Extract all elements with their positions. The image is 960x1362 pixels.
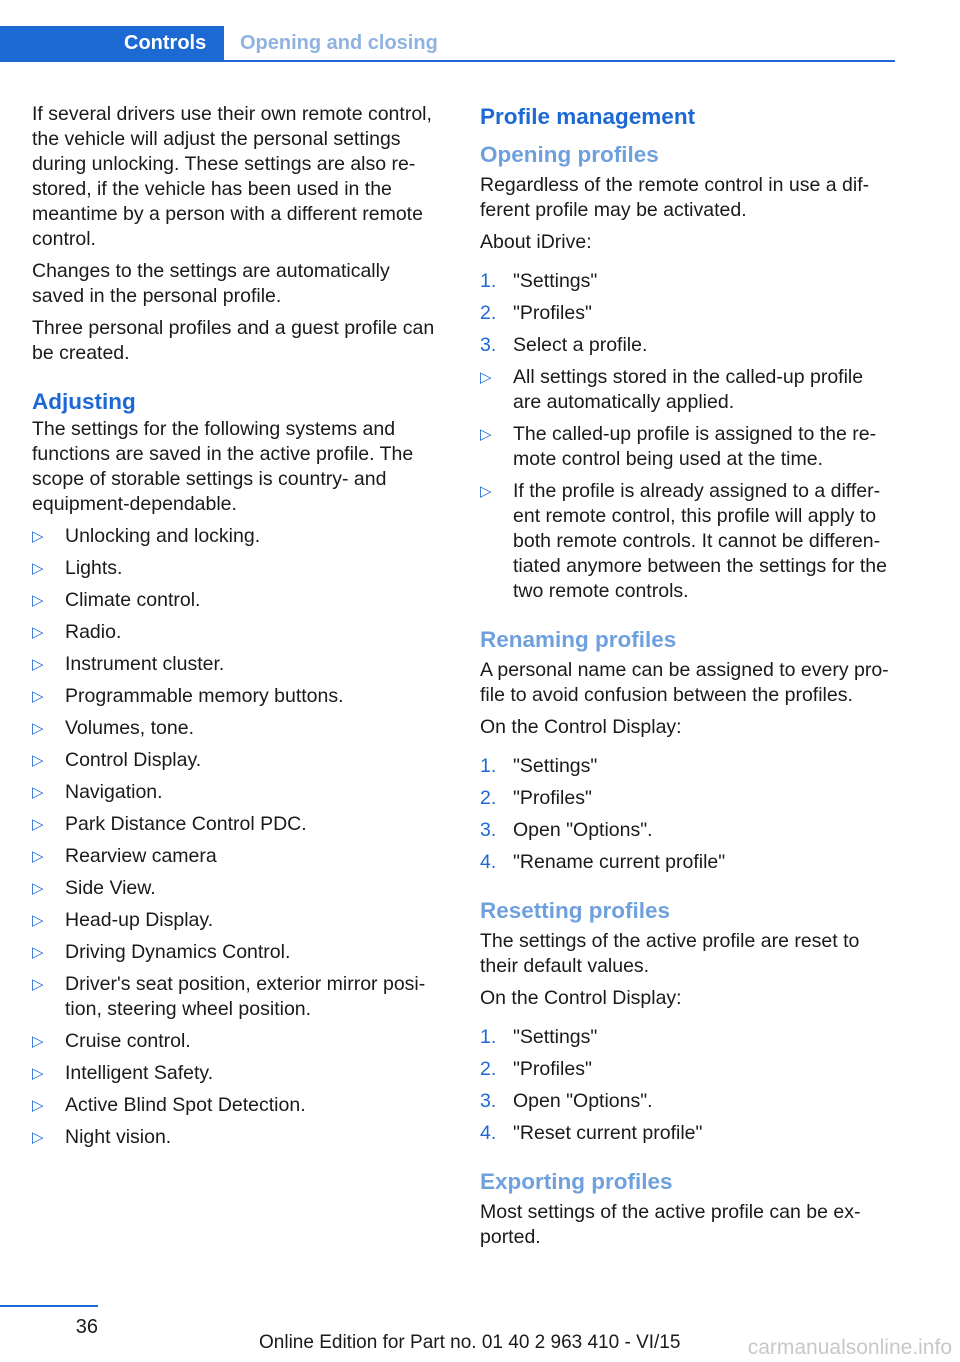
list-item: ▷ Unlocking and locking. bbox=[32, 525, 261, 547]
triangle-bullet-icon: ▷ bbox=[32, 528, 44, 545]
triangle-bullet-icon: ▷ bbox=[32, 752, 44, 769]
header-rule bbox=[0, 60, 895, 62]
list-item: ▷ Climate control. bbox=[32, 589, 201, 611]
triangle-bullet-icon: ▷ bbox=[32, 784, 44, 801]
resetting-steps bbox=[480, 1025, 896, 1146]
list-item: ▷ Driver's seat position, exterior mirror posi-tion, steering wheel position. bbox=[32, 973, 426, 1020]
list-item: 4. "Reset current profile" bbox=[480, 1122, 703, 1144]
page-header bbox=[0, 26, 895, 62]
profile-management-heading: Profile management bbox=[480, 104, 696, 129]
triangle-bullet-icon: ▷ bbox=[480, 426, 492, 443]
triangle-bullet-icon: ▷ bbox=[32, 1129, 44, 1146]
triangle-bullet-icon: ▷ bbox=[32, 944, 44, 961]
list-item: ▷ Rearview camera bbox=[32, 845, 217, 867]
list-item: ▷ Instrument cluster. bbox=[32, 653, 225, 675]
list-item: ▷ Driving Dynamics Control. bbox=[32, 941, 291, 963]
renaming-prefix: On the Control Display: bbox=[480, 716, 682, 738]
watermark: carmanualsonline.info bbox=[747, 1336, 952, 1359]
resetting-prefix: On the Control Display: bbox=[480, 987, 682, 1009]
list-item: ▷ Volumes, tone. bbox=[32, 717, 194, 739]
triangle-bullet-icon: ▷ bbox=[32, 848, 44, 865]
footer-rule bbox=[0, 1305, 98, 1307]
intro-paragraph: Changes to the settings are automatically saved in the personal profile. bbox=[32, 260, 390, 307]
list-item: ▷ Head-up Display. bbox=[32, 909, 214, 931]
page-number: 36 bbox=[75, 1316, 98, 1338]
list-item: 2. "Profiles" bbox=[480, 302, 592, 324]
list-item: ▷ Active Blind Spot Detection. bbox=[32, 1094, 306, 1116]
list-item: 3. Open "Options". bbox=[480, 1090, 653, 1112]
header-tab-section: Opening and closing bbox=[240, 32, 438, 54]
triangle-bullet-icon: ▷ bbox=[32, 720, 44, 737]
triangle-bullet-icon: ▷ bbox=[480, 369, 492, 386]
list-item: ▷ Control Display. bbox=[32, 749, 202, 771]
triangle-bullet-icon: ▷ bbox=[32, 1033, 44, 1050]
list-item: ▷ Park Distance Control PDC. bbox=[32, 813, 307, 835]
adjusting-heading: Adjusting bbox=[32, 389, 136, 414]
opening-profiles-heading: Opening profiles bbox=[480, 142, 659, 167]
renaming-steps bbox=[480, 754, 896, 875]
opening-notes bbox=[480, 365, 896, 604]
list-item: ▷ Radio. bbox=[32, 621, 122, 643]
list-item: ▷ Navigation. bbox=[32, 781, 163, 803]
intro-paragraph: Three personal profiles and a guest profile can be created. bbox=[32, 317, 435, 364]
exporting-text: Most settings of the active profile can be ex-ported. bbox=[480, 1201, 861, 1248]
opening-text: Regardless of the remote control in use a dif-ferent profile may be activated. bbox=[480, 174, 870, 221]
list-item: 1. "Settings" bbox=[480, 755, 598, 777]
list-item: ▷ Intelligent Safety. bbox=[32, 1062, 214, 1084]
list-item: ▷ Night vision. bbox=[32, 1126, 172, 1148]
edition-note: Online Edition for Part no. 01 40 2 963 410 - VI/15 bbox=[259, 1332, 681, 1353]
triangle-bullet-icon: ▷ bbox=[32, 688, 44, 705]
header-tab-controls: Controls bbox=[0, 26, 224, 62]
list-item: 1. "Settings" bbox=[480, 270, 598, 292]
triangle-bullet-icon: ▷ bbox=[32, 624, 44, 641]
list-item: 2. "Profiles" bbox=[480, 787, 592, 809]
triangle-bullet-icon: ▷ bbox=[32, 1097, 44, 1114]
exporting-profiles-heading: Exporting profiles bbox=[480, 1169, 673, 1194]
list-item: 3. Select a profile. bbox=[480, 334, 648, 356]
profile-settings-list bbox=[32, 524, 444, 1150]
triangle-bullet-icon: ▷ bbox=[32, 880, 44, 897]
triangle-bullet-icon: ▷ bbox=[480, 483, 492, 500]
list-item: ▷ Programmable memory buttons. bbox=[32, 685, 344, 707]
list-item: ▷ Cruise control. bbox=[32, 1030, 191, 1052]
list-item: ▷ Side View. bbox=[32, 877, 156, 899]
list-item: ▷ If the profile is already assigned to a differ-ent remote control, this profile will apply to both remote controls. It cannot be differen-tiated anymore between the settings for the two remote controls. bbox=[480, 480, 887, 602]
triangle-bullet-icon: ▷ bbox=[32, 1065, 44, 1082]
resetting-profiles-heading: Resetting profiles bbox=[480, 898, 671, 923]
list-item: 1. "Settings" bbox=[480, 1026, 598, 1048]
list-item: ▷ All settings stored in the called-up profile are automatically applied. bbox=[480, 366, 864, 413]
adjusting-text: The settings for the following systems and functions are saved in the active profile. The scope of storable settings is country- and equipment-dependable. bbox=[32, 418, 414, 515]
renaming-text: A personal name can be assigned to every pro-file to avoid confusion between the profiles. bbox=[480, 659, 889, 706]
opening-steps bbox=[480, 269, 896, 358]
list-item: 2. "Profiles" bbox=[480, 1058, 592, 1080]
triangle-bullet-icon: ▷ bbox=[32, 976, 44, 993]
intro-paragraph: If several drivers use their own remote control, the vehicle will adjust the personal settings during unlocking. These settings are also re-stored, if the vehicle has been used in the meantime by a person with a different remote control. bbox=[32, 103, 432, 250]
triangle-bullet-icon: ▷ bbox=[32, 816, 44, 833]
renaming-profiles-heading: Renaming profiles bbox=[480, 627, 677, 652]
list-item: ▷ The called-up profile is assigned to the re-mote control being used at the time. bbox=[480, 423, 877, 470]
list-item: ▷ Lights. bbox=[32, 557, 123, 579]
triangle-bullet-icon: ▷ bbox=[32, 560, 44, 577]
triangle-bullet-icon: ▷ bbox=[32, 912, 44, 929]
triangle-bullet-icon: ▷ bbox=[32, 656, 44, 673]
right-column bbox=[480, 102, 896, 1257]
left-column bbox=[32, 102, 444, 1157]
triangle-bullet-icon: ▷ bbox=[32, 592, 44, 609]
list-item: 3. Open "Options". bbox=[480, 819, 653, 841]
opening-prefix: About iDrive: bbox=[480, 231, 592, 253]
resetting-text: The settings of the active profile are reset to their default values. bbox=[480, 930, 860, 977]
list-item: 4. "Rename current profile" bbox=[480, 851, 726, 873]
